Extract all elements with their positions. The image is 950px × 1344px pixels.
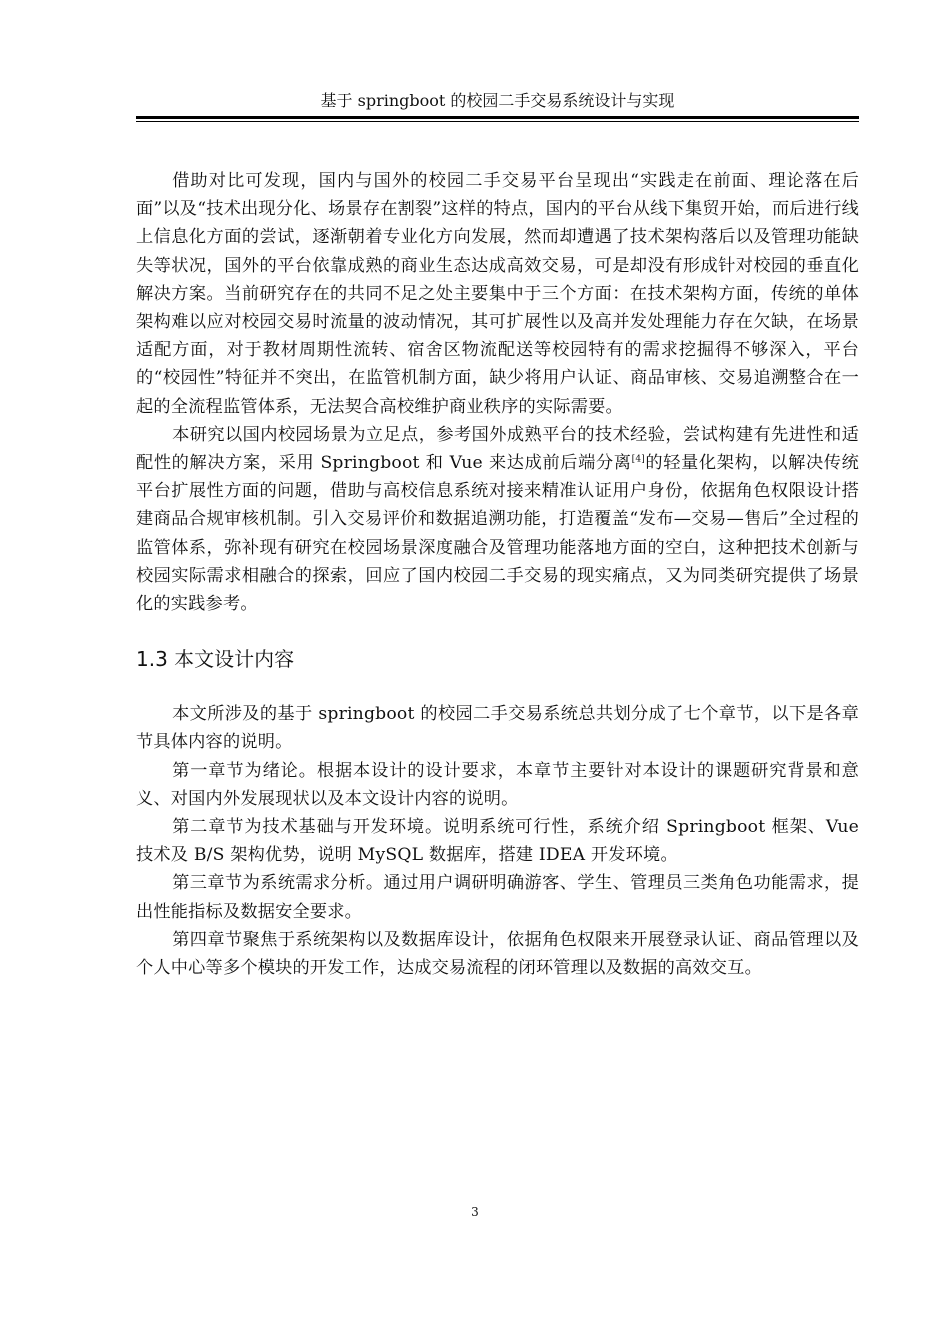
paragraph-comparison: 借助对比可发现，国内与国外的校园二手交易平台呈现出“实践走在前面、理论落在后面”以及“技术出现分化、场景存在割裂”这样的特点，国内的平台从线下集贸开始，而后进行线上信息化方面的尝试，逐渐朝着专业化方向发展，然而却遭遇了技术架构落后以及管理功能缺失等状况，国外的平台依靠成熟的商业生态达成高效交易，可是却没有形成针对校园的垂直化解决方案。当前研究存在的共同不足之处主要集中于三个方面：在技术架构方面，传统的单体架构难以应对校园交易时流量的波动情况，其可扩展性以及高并发处理能力存在欠缺，在场景适配方面，对于教材周期性流转、宿舍区物流配送等校园特有的需求挖掘得不够深入，平台的“校园性”特征并不突出，在监管机制方面，缺少将用户认证、商品审核、交易追溯整合在一起的全流程监管体系，无法契合高校维护商业秩序的实际需要。 [136,171,859,417]
paragraph-chapter-2: 第二章节为技术基础与开发环境。说明系统可行性，系统介绍 Springboot 框架、Vue 技术及 B/S 架构优势，说明 MySQL 数据库，搭建 IDEA 开发环境。 [136,817,859,866]
citation-ref: [4] [631,454,645,465]
running-header: 基于 springboot 的校园二手交易系统设计与实现 [320,91,675,110]
research-text-end: 的轻量化架构，以解决传统平台扩展性方面的问题，借助与高校信息系统对接来精准认证用户身份，依据角色权限设计搭建商品合规审核机制。引入交易评价和数据追溯功能，打造覆盖“发布—交易—售后”全过程的监管体系，弥补现有研究在校园场景深度融合及管理功能落地方面的空白，这种把技术创新与校园实际需求相融合的探索，回应了国内校园二手交易的现实痛点，又为同类研究提供了场景化的实践参考。 [136,453,859,615]
paragraph-chapter-1: 第一章节为绪论。根据本设计的设计要求，本章节主要针对本设计的课题研究背景和意义、对国内外发展现状以及本文设计内容的说明。 [136,760,859,809]
section-heading: 1.3 本文设计内容 [136,647,295,672]
research-text-start: 本研究以国内校园场景为立足点，参考国外成熟平台的技术经验，尝试构建有先进性和适配性的解决方案，采用 Springboot 和 Vue 来达成前后端分离 [136,424,859,474]
paragraph-chapter-3: 第三章节为系统需求分析。通过用户调研明确游客、学生、管理员三类角色功能需求，提出性能指标及数据安全要求。 [136,873,859,922]
header-rule-thin [136,121,859,122]
paragraph-overview: 本文所涉及的基于 springboot 的校园二手交易系统总共划分成了七个章节，以下是各章节具体内容的说明。 [136,704,859,753]
paragraph-chapter-4: 第四章节聚焦于系统架构以及数据库设计，依据角色权限来开展登录认证、商品管理以及个人中心等多个模块的开发工作，达成交易流程的闭环管理以及数据的高效交互。 [136,929,859,979]
paragraph-research [136,421,859,618]
page-body [136,167,859,982]
header-rule-thick [136,116,859,119]
page-number: 3 [471,1205,479,1219]
